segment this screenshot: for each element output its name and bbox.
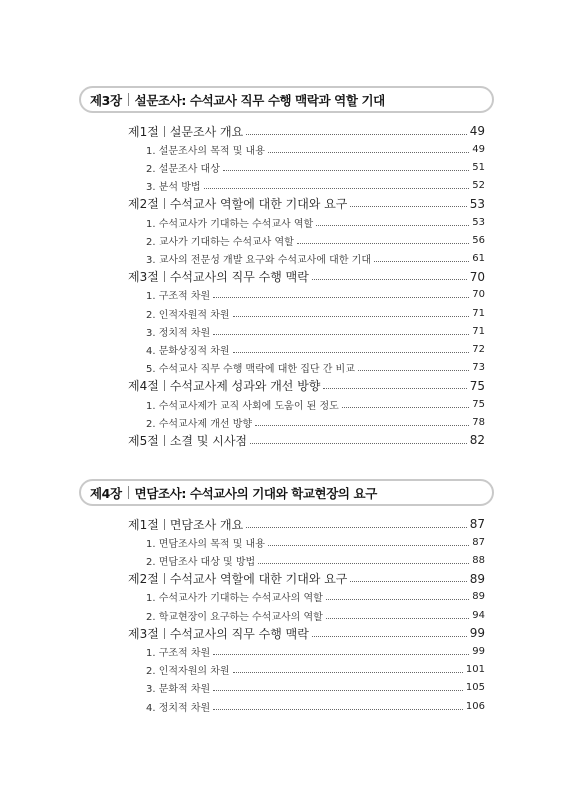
toc-item-row[interactable] [146,231,485,249]
page-number: 53 [469,196,485,211]
toc-entry-title: 1. 구조적 차원 [146,291,211,303]
toc-entry-heading [146,178,201,193]
chapter-number: 제3장 [90,92,122,108]
dot-leader [204,187,470,189]
toc-section-row[interactable] [128,570,485,588]
toc-entry-title: 5. 수석교사 직무 수행 맥락에 대한 집단 간 비교 [146,364,355,376]
chapter-4-banner [79,479,494,506]
toc-item-row[interactable] [146,213,485,231]
page-number: 105 [465,682,485,694]
dot-leader [268,544,469,546]
section-divider [164,573,165,584]
dot-leader [233,351,470,353]
dot-leader [233,671,463,673]
toc-entry-heading [146,397,339,412]
toc-entry-title: 설문조사 개요 [169,124,244,139]
toc-entry-title: 1. 수석교사제가 교직 사회에 도움이 된 정도 [146,400,339,412]
page-number: 49 [469,124,485,138]
chapter-3-banner [79,86,494,113]
toc-entry-heading [146,306,230,321]
toc-entry-title: 2. 면담조사 대상 및 방법 [146,556,256,568]
toc-entry-title: 수석교사 역할에 대한 기대와 요구 [169,197,348,212]
toc-section-row[interactable] [128,377,485,395]
chapter-title: 설문조사: 수석교사 직무 수행 맥락과 역할 기대 [134,92,385,108]
toc-entry-title: 2. 수석교사제 개선 방향 [146,418,253,430]
toc-entry-heading [146,142,265,157]
toc-item-row[interactable] [146,606,485,624]
toc-item-row[interactable] [146,413,485,431]
page-number: 75 [472,398,485,410]
toc-entry-heading [146,589,323,604]
toc-section-row[interactable] [128,122,485,140]
toc-entry-heading [146,324,210,339]
toc-entry-title: 1. 수석교사가 기대하는 수석교사 역할 [146,218,314,230]
page-number: 71 [472,325,485,337]
toc-entry-title: 수석교사 역할에 대한 기대와 요구 [169,572,348,587]
toc-entry-title: 4. 정치적 차원 [146,702,211,714]
toc-entry-heading [146,160,220,175]
toc-section-row[interactable] [128,515,485,533]
dot-leader [250,442,467,444]
toc-entry-title: 1. 설문조사의 목적 및 내용 [146,145,265,157]
toc-section-row[interactable] [128,431,485,449]
section-label: 제2절 [128,197,159,212]
toc-item-row[interactable] [146,340,485,358]
toc-entry-title: 2. 인적자원의 차원 [146,666,230,678]
toc-entry-heading [146,342,230,357]
toc-entry-title: 수석교사의 직무 수행 맥락 [169,270,309,285]
section-divider [164,435,165,446]
toc-entry-title: 4. 문화상징적 차원 [146,345,230,357]
dot-leader [312,278,467,280]
toc-item-row[interactable] [146,140,485,158]
page-number: 70 [469,269,485,284]
dot-leader [213,653,469,655]
page-number: 89 [472,591,485,603]
section-label: 제2절 [128,572,159,587]
toc-entry-heading [146,608,323,623]
section-divider [164,519,165,530]
dot-leader [246,526,467,528]
toc-entry-title: 3. 분석 방법 [146,182,201,194]
dot-leader [323,387,466,389]
toc-entry-heading [146,360,355,375]
toc-entry-title: 2. 인적자원적 차원 [146,309,230,321]
page-number: 73 [472,362,485,374]
toc-entry-heading [128,268,309,285]
chapter-divider [128,486,129,499]
toc-entry-title: 2. 설문조사 대상 [146,163,220,175]
toc-item-row[interactable] [146,533,485,551]
toc-entry-title: 3. 교사의 전문성 개발 요구와 수석교사에 대한 기대 [146,254,371,266]
toc-entry-title: 면담조사 개요 [169,517,244,532]
toc-item-row[interactable] [146,286,485,304]
page-number: 78 [472,416,485,428]
toc-item-row[interactable] [146,551,485,569]
toc-entry-heading [146,644,210,659]
section-divider [164,380,165,391]
toc-entry-heading [146,287,210,302]
toc-entry-heading [128,516,243,533]
toc-item-row[interactable] [146,679,485,697]
dot-leader [233,315,470,317]
dot-leader [358,369,469,371]
dot-leader [326,617,469,619]
section-label: 제3절 [128,626,159,641]
dot-leader [213,708,463,710]
section-label: 제1절 [128,517,159,532]
toc-item-row[interactable] [146,249,485,267]
page-number: 101 [465,664,485,676]
dot-leader [213,296,469,298]
page-number: 99 [469,626,485,641]
section-divider [164,198,165,209]
toc-entry-heading [146,662,230,677]
toc-entry-heading [128,123,243,140]
toc-item-row[interactable] [146,642,485,660]
page-number: 94 [472,609,485,621]
toc-item-row[interactable] [146,697,485,715]
section-label: 제5절 [128,433,159,448]
toc-entry-title: 2. 학교현장이 요구하는 수석교사의 역할 [146,611,323,623]
section-label: 제1절 [128,124,159,139]
toc-item-row[interactable] [146,588,485,606]
dot-leader [312,635,467,637]
toc-entry-heading [146,251,371,266]
page-number: 72 [472,343,485,355]
page-number: 61 [472,252,485,264]
toc-entry-heading [146,699,210,714]
toc-section-row[interactable] [128,268,485,286]
toc-entry-title: 1. 구조적 차원 [146,647,211,659]
page-number: 89 [469,571,485,586]
chapter-number: 제4장 [90,485,122,501]
toc-section-row[interactable] [128,624,485,642]
dot-leader [223,169,469,171]
section-label: 제3절 [128,270,159,285]
toc-entry-heading [128,570,347,587]
toc-item-row[interactable] [146,359,485,377]
page-number: 99 [472,645,485,657]
page-number: 75 [469,378,485,393]
dot-leader [326,598,469,600]
section-divider [164,628,165,639]
toc-entry-title: 3. 정치적 차원 [146,327,211,339]
page-number: 56 [472,234,485,246]
page-number: 71 [472,307,485,319]
toc-entry-heading [128,625,309,642]
dot-leader [246,133,467,135]
toc-entry-heading [146,233,294,248]
dot-leader [350,580,466,582]
page-number: 82 [469,433,485,448]
toc-item-row[interactable] [146,395,485,413]
page-number: 87 [469,517,485,531]
dot-leader [268,151,469,153]
dot-leader [350,205,466,207]
dot-leader [297,242,469,244]
page-number: 70 [472,289,485,301]
page-number: 53 [472,216,485,228]
dot-leader [213,689,463,691]
toc-entry-title: 1. 면담조사의 목적 및 내용 [146,538,265,550]
chapter-divider [128,93,129,106]
toc-entry-title: 수석교사제 성과와 개선 방향 [169,379,321,394]
toc-entry-title: 1. 수석교사가 기대하는 수석교사의 역할 [146,593,323,605]
toc-entry-heading [146,215,313,230]
dot-leader [342,406,469,408]
page-number: 52 [472,180,485,192]
dot-leader [374,260,469,262]
toc-item-row[interactable] [146,158,485,176]
page-number: 51 [472,161,485,173]
section-divider [164,271,165,282]
toc-entry-heading [128,195,347,212]
page-number: 106 [465,700,485,712]
toc-item-row[interactable] [146,177,485,195]
dot-leader [213,333,469,335]
section-label: 제4절 [128,379,159,394]
dot-leader [258,562,469,564]
toc-entry-heading [146,535,265,550]
toc-item-row[interactable] [146,322,485,340]
toc-entry-heading [146,415,252,430]
toc-entry-heading [128,377,320,394]
chapter-title: 면담조사: 수석교사의 기대와 학교현장의 요구 [134,485,377,501]
toc-entry-title: 3. 문화적 차원 [146,684,211,696]
page-number: 88 [472,554,485,566]
page-number: 49 [472,143,485,155]
toc-entry-heading [128,432,247,449]
toc-entry-title: 소결 및 시사점 [169,433,248,448]
toc-item-row[interactable] [146,304,485,322]
toc-entry-heading [146,553,255,568]
toc-entry-title: 수석교사의 직무 수행 맥락 [169,626,309,641]
toc-entry-title: 2. 교사가 기대하는 수석교사 역할 [146,236,294,248]
dot-leader [316,224,469,226]
toc-item-row[interactable] [146,661,485,679]
section-divider [164,126,165,137]
toc-entry-heading [146,680,210,695]
dot-leader [255,424,469,426]
toc-section-row[interactable] [128,195,485,213]
page-number: 87 [472,536,485,548]
